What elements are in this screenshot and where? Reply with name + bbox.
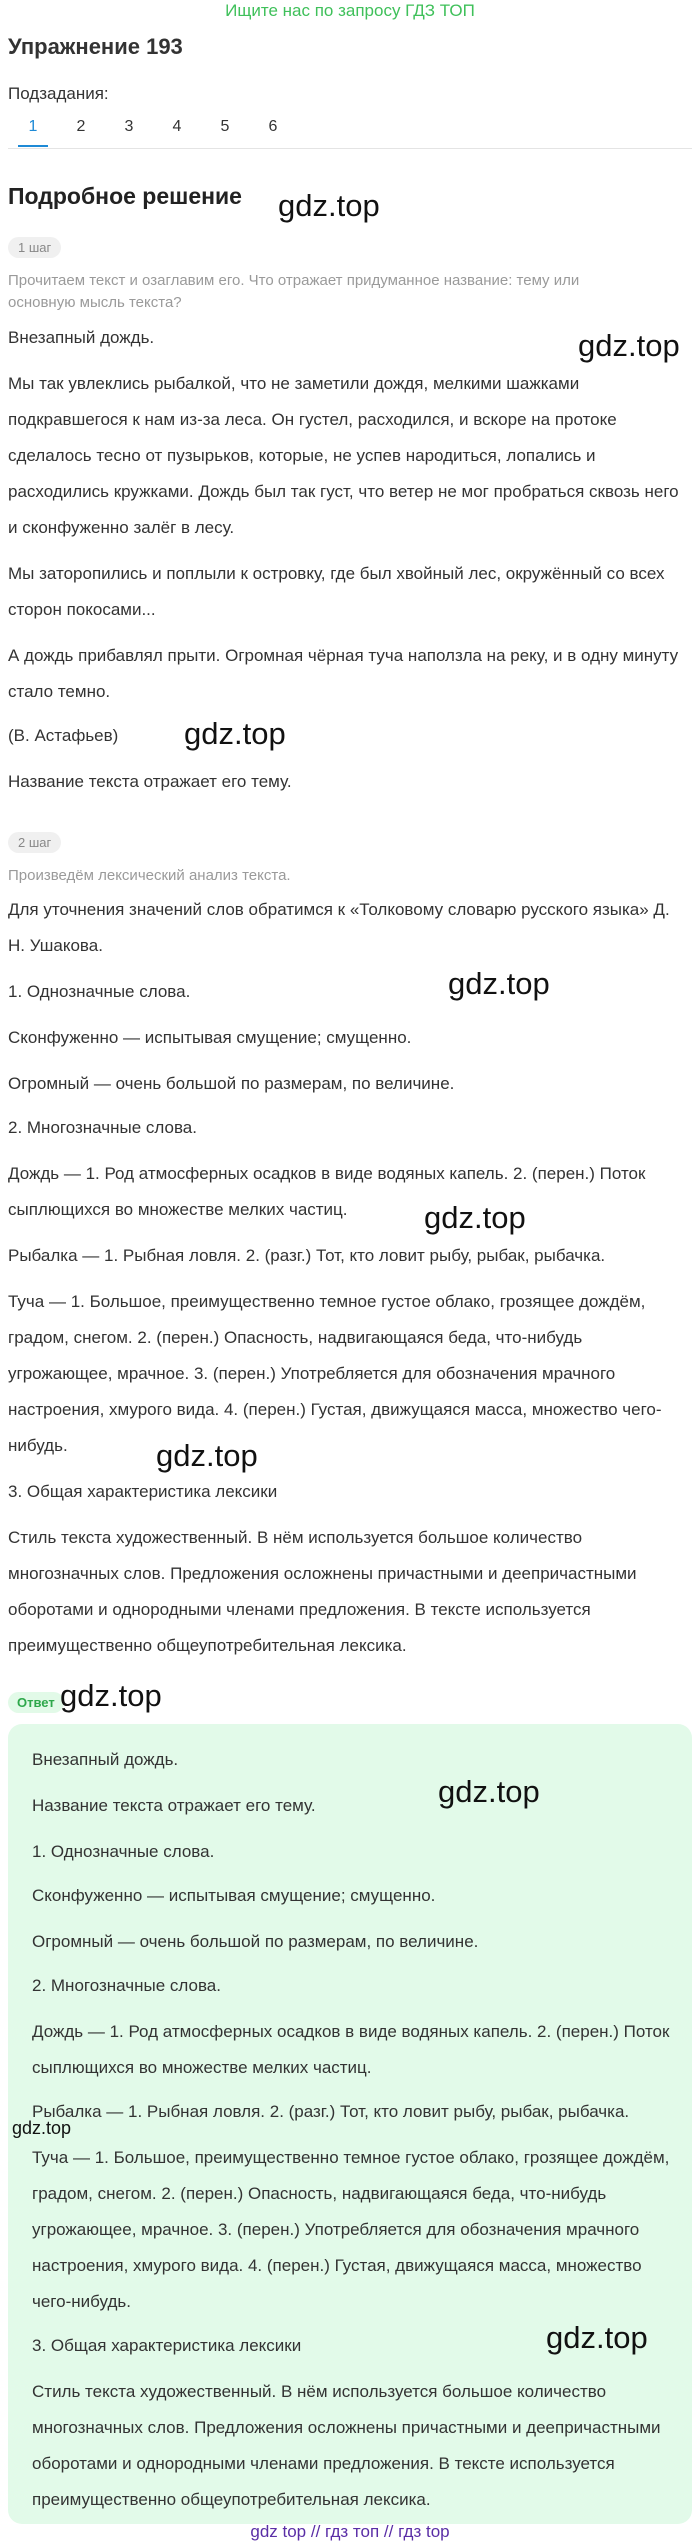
- answer-text: Стиль текста художественный. В нём используется большое количество многозначных слов. Предложения осложнены причастными и деепричастными оборотами и однородными членами предложения. В тексте используется преимущественно общеупотребительная лексика.: [32, 2382, 661, 2509]
- tab-4[interactable]: 4: [172, 118, 182, 135]
- watermark: gdz.top: [184, 716, 286, 751]
- tab-1[interactable]: 1: [18, 114, 48, 147]
- watermark: gdz.top: [448, 966, 550, 1001]
- tab-6[interactable]: 6: [268, 118, 278, 135]
- tab-3[interactable]: 3: [124, 118, 134, 135]
- answer-text: Дождь — 1. Род атмосферных осадков в виде водяных капель. 2. (перен.) Поток сыплющихся во множестве мелких частиц.: [32, 2022, 670, 2077]
- step-2-text: Дождь — 1. Род атмосферных осадков в виде водяных капель. 2. (перен.) Поток сыплющихся во множестве мелких частиц.: [8, 1164, 646, 1219]
- footer-link[interactable]: гдз top: [398, 2522, 450, 2541]
- watermark: gdz.top: [60, 1678, 162, 1713]
- watermark: gdz.top: [12, 2118, 72, 2138]
- step-2-text: Для уточнения значений слов обратимся к «Толковому словарю русского языка» Д. Н. Ушакова.: [8, 900, 670, 955]
- answer-text: 1. Однозначные слова.: [32, 1842, 215, 1861]
- step-2-text: Туча — 1. Большое, преимущественно темное густое облако, грозящее дождём, градом, снегом. 2. (перен.) Опасность, надвигающаяся беда, что-нибудь угрожающее, мрачное. 3. (перен.) Употребляется для обозначения мрачного настроения, хмурого вида. 4. (перен.) Густая, движущаяся масса, множество чего-нибудь.: [8, 1292, 662, 1455]
- step-2-text: 2. Многозначные слова.: [8, 1118, 197, 1137]
- step-1-text: А дождь прибавлял прыти. Огромная чёрная туча наползла на реку, и в одну минуту стало темно.: [8, 646, 679, 701]
- footer-link[interactable]: gdz top: [250, 2522, 307, 2541]
- answer-text: Туча — 1. Большое, преимущественно темное густое облако, грозящее дождём, градом, снегом. 2. (перен.) Опасность, надвигающаяся беда, что-нибудь угрожающее, мрачное. 3. (перен.) Употребляется для обозначения мрачного настроения, хмурого вида. 4. (перен.) Густая, движущаяся масса, множество чего-нибудь.: [32, 2148, 670, 2311]
- tab-2[interactable]: 2: [76, 118, 86, 135]
- step-2-text: 3. Общая характеристика лексики: [8, 1482, 278, 1501]
- watermark: gdz.top: [438, 1774, 540, 1809]
- search-hint-link[interactable]: Ищите нас по запросу ГДЗ ТОП: [225, 1, 475, 20]
- tab-5[interactable]: 5: [220, 118, 230, 135]
- step-1-author: (В. Астафьев): [8, 726, 119, 745]
- subtask-tabs: [8, 114, 692, 149]
- answer-text: Сконфуженно — испытывая смущение; смущенно.: [32, 1886, 436, 1905]
- solution-title: Подробное решение: [8, 183, 242, 209]
- step-2-text: Рыбалка — 1. Рыбная ловля. 2. (разг.) Тот, кто ловит рыбу, рыбак, рыбачка.: [8, 1246, 606, 1265]
- step-2-text: Огромный — очень большой по размерам, по величине.: [8, 1074, 455, 1093]
- step-1-text: Мы заторопились и поплыли к островку, где был хвойный лес, окружённый со всех сторон покосами...: [8, 564, 665, 619]
- watermark: gdz.top: [546, 2320, 648, 2355]
- answer-text: 2. Многозначные слова.: [32, 1976, 221, 1995]
- answer-badge: Ответ: [8, 1692, 64, 1713]
- watermark: gdz.top: [278, 188, 380, 223]
- step-2-text: Сконфуженно — испытывая смущение; смущенно.: [8, 1028, 412, 1047]
- step-1-badge: 1 шаг: [8, 237, 61, 258]
- watermark: gdz.top: [578, 328, 680, 363]
- footer-separator: //: [310, 2522, 321, 2541]
- footer-link[interactable]: гдз топ: [325, 2522, 380, 2541]
- footer-separator: //: [383, 2522, 394, 2541]
- answer-text: 3. Общая характеристика лексики: [32, 2336, 302, 2355]
- step-1-text: Внезапный дождь.: [8, 328, 155, 347]
- answer-text: Рыбалка — 1. Рыбная ловля. 2. (разг.) Тот, кто ловит рыбу, рыбак, рыбачка.: [32, 2102, 630, 2121]
- step-2-text: Стиль текста художественный. В нём используется большое количество многозначных слов. Предложения осложнены причастными и деепричастными оборотами и однородными членами предложения. В тексте используется преимущественно общеупотребительная лексика.: [8, 1528, 637, 1655]
- answer-text: Название текста отражает его тему.: [32, 1796, 316, 1815]
- step-2-badge: 2 шаг: [8, 832, 61, 853]
- step-1-hint: Прочитаем текст и озаглавим его. Что отражает придуманное название: тему или основную мысль текста?: [8, 272, 580, 311]
- step-2-text: 1. Однозначные слова.: [8, 982, 191, 1001]
- step-1-text: Мы так увлеклись рыбалкой, что не заметили дождя, мелкими шажками подкравшегося к нам из-за леса. Он густел, расходился, и вскоре на протоке сделалось тесно от пузырьков, которые, не успев народиться, лопались и расходились кружками. Дождь был так густ, что ветер не мог пробраться сквозь него и сконфуженно залёг в лесу.: [8, 374, 679, 537]
- footer-links: [0, 2522, 700, 2542]
- step-1-text: Название текста отражает его тему.: [8, 772, 292, 791]
- watermark: gdz.top: [424, 1200, 526, 1235]
- page-title: Упражнение 193: [8, 34, 183, 59]
- answer-text: Внезапный дождь.: [32, 1750, 179, 1769]
- subtasks-label: Подзадания:: [8, 84, 109, 103]
- answer-text: Огромный — очень большой по размерам, по величине.: [32, 1932, 479, 1951]
- step-2-hint: Произведём лексический анализ текста.: [8, 867, 291, 884]
- watermark: gdz.top: [156, 1438, 258, 1473]
